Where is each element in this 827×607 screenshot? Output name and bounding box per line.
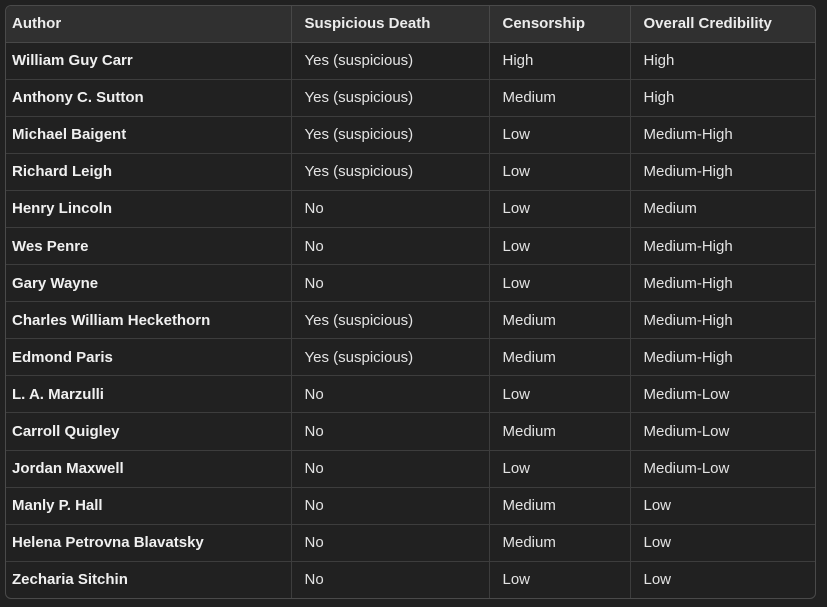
cell-suspicious-death: Yes (suspicious) bbox=[291, 153, 489, 190]
cell-overall-credibility: Low bbox=[643, 571, 672, 589]
cell-author: Jordan Maxwell bbox=[6, 450, 291, 487]
table-row bbox=[6, 524, 815, 561]
cell-author: Michael Baigent bbox=[6, 116, 291, 153]
header-suspicious-death: Suspicious Death bbox=[291, 6, 489, 42]
table-row bbox=[6, 265, 815, 302]
cell-censorship: Low bbox=[489, 116, 630, 153]
table-header bbox=[6, 6, 815, 42]
cell-overall-credibility: High bbox=[630, 42, 815, 79]
cell-suspicious-death: Yes (suspicious) bbox=[291, 116, 489, 153]
table-row bbox=[6, 561, 815, 598]
credibility-table bbox=[6, 6, 815, 598]
cell-author: Gary Wayne bbox=[6, 265, 291, 302]
cell-author: Helena Petrovna Blavatsky bbox=[6, 524, 291, 561]
cell-overall-credibility: Medium-High bbox=[630, 265, 815, 302]
cell-author: Wes Penre bbox=[6, 227, 291, 264]
cell-suspicious-death: Yes (suspicious) bbox=[291, 302, 489, 339]
cell-overall-credibility: Medium-Low bbox=[630, 413, 815, 450]
table-row bbox=[6, 339, 815, 376]
cell-overall-credibility: Medium-Low bbox=[630, 376, 815, 413]
table-row bbox=[6, 450, 815, 487]
cell-censorship: Low bbox=[489, 561, 630, 598]
credibility-table-container bbox=[5, 5, 816, 599]
cell-suspicious-death: No bbox=[291, 227, 489, 264]
cell-suspicious-death: No bbox=[291, 190, 489, 227]
cell-author: Richard Leigh bbox=[6, 153, 291, 190]
table-row bbox=[6, 79, 815, 116]
cell-overall-credibility: Low bbox=[630, 487, 815, 524]
header-author: Author bbox=[6, 6, 291, 42]
cell-censorship: Low bbox=[489, 227, 630, 264]
cell-censorship: Medium bbox=[489, 413, 630, 450]
cell-suspicious-death: No bbox=[291, 561, 489, 598]
cell-censorship: Medium bbox=[489, 339, 630, 376]
cell-overall-credibility: Medium bbox=[630, 190, 815, 227]
cell-author: Anthony C. Sutton bbox=[6, 79, 291, 116]
cell-suspicious-death: No bbox=[291, 524, 489, 561]
table-row bbox=[6, 116, 815, 153]
cell-author: L. A. Marzulli bbox=[6, 376, 291, 413]
cell-author: Edmond Paris bbox=[6, 339, 291, 376]
cell-censorship: Medium bbox=[489, 302, 630, 339]
cell-suspicious-death: No bbox=[291, 413, 489, 450]
table-row bbox=[6, 376, 815, 413]
cell-censorship: Medium bbox=[489, 79, 630, 116]
cell-suspicious-death: Yes (suspicious) bbox=[291, 42, 489, 79]
header-overall-credibility: Overall Credibility bbox=[630, 6, 815, 42]
cell-overall-credibility: Medium-High bbox=[630, 302, 815, 339]
cell-censorship: High bbox=[489, 42, 630, 79]
cell-author: William Guy Carr bbox=[6, 42, 291, 79]
cell-overall-credibility: Medium-High bbox=[630, 339, 815, 376]
cell-suspicious-death: No bbox=[291, 450, 489, 487]
cell-censorship: Low bbox=[489, 450, 630, 487]
table-body bbox=[6, 42, 815, 598]
cell-suspicious-death: No bbox=[291, 487, 489, 524]
cell-overall-credibility: Medium-High bbox=[630, 227, 815, 264]
cell-suspicious-death: No bbox=[291, 376, 489, 413]
cell-censorship: Medium bbox=[489, 524, 630, 561]
header-row bbox=[6, 6, 815, 42]
cell-author: Manly P. Hall bbox=[6, 487, 291, 524]
cell-author: Zecharia Sitchin bbox=[6, 561, 291, 598]
cell-overall-credibility: Low bbox=[630, 524, 815, 561]
cell-suspicious-death: No bbox=[291, 265, 489, 302]
table-row bbox=[6, 302, 815, 339]
table-row bbox=[6, 413, 815, 450]
cell-overall-credibility: Medium-High bbox=[630, 116, 815, 153]
cell-author: Henry Lincoln bbox=[6, 190, 291, 227]
cell-overall-credibility: High bbox=[630, 79, 815, 116]
cell-censorship: Low bbox=[489, 153, 630, 190]
table-row bbox=[6, 153, 815, 190]
header-censorship: Censorship bbox=[489, 6, 630, 42]
cell-censorship: Low bbox=[489, 376, 630, 413]
table-row bbox=[6, 487, 815, 524]
cell-suspicious-death: Yes (suspicious) bbox=[291, 79, 489, 116]
cell-overall-credibility: Medium-High bbox=[630, 153, 815, 190]
cell-censorship: Low bbox=[489, 190, 630, 227]
cell-censorship: Medium bbox=[489, 487, 630, 524]
cell-overall-credibility: Medium-Low bbox=[630, 450, 815, 487]
table-row bbox=[6, 42, 815, 79]
table-row bbox=[6, 227, 815, 264]
cell-author: Charles William Heckethorn bbox=[6, 302, 291, 339]
cell-suspicious-death: Yes (suspicious) bbox=[291, 339, 489, 376]
cell-censorship: Low bbox=[489, 265, 630, 302]
table-row bbox=[6, 190, 815, 227]
cell-author: Carroll Quigley bbox=[6, 413, 291, 450]
